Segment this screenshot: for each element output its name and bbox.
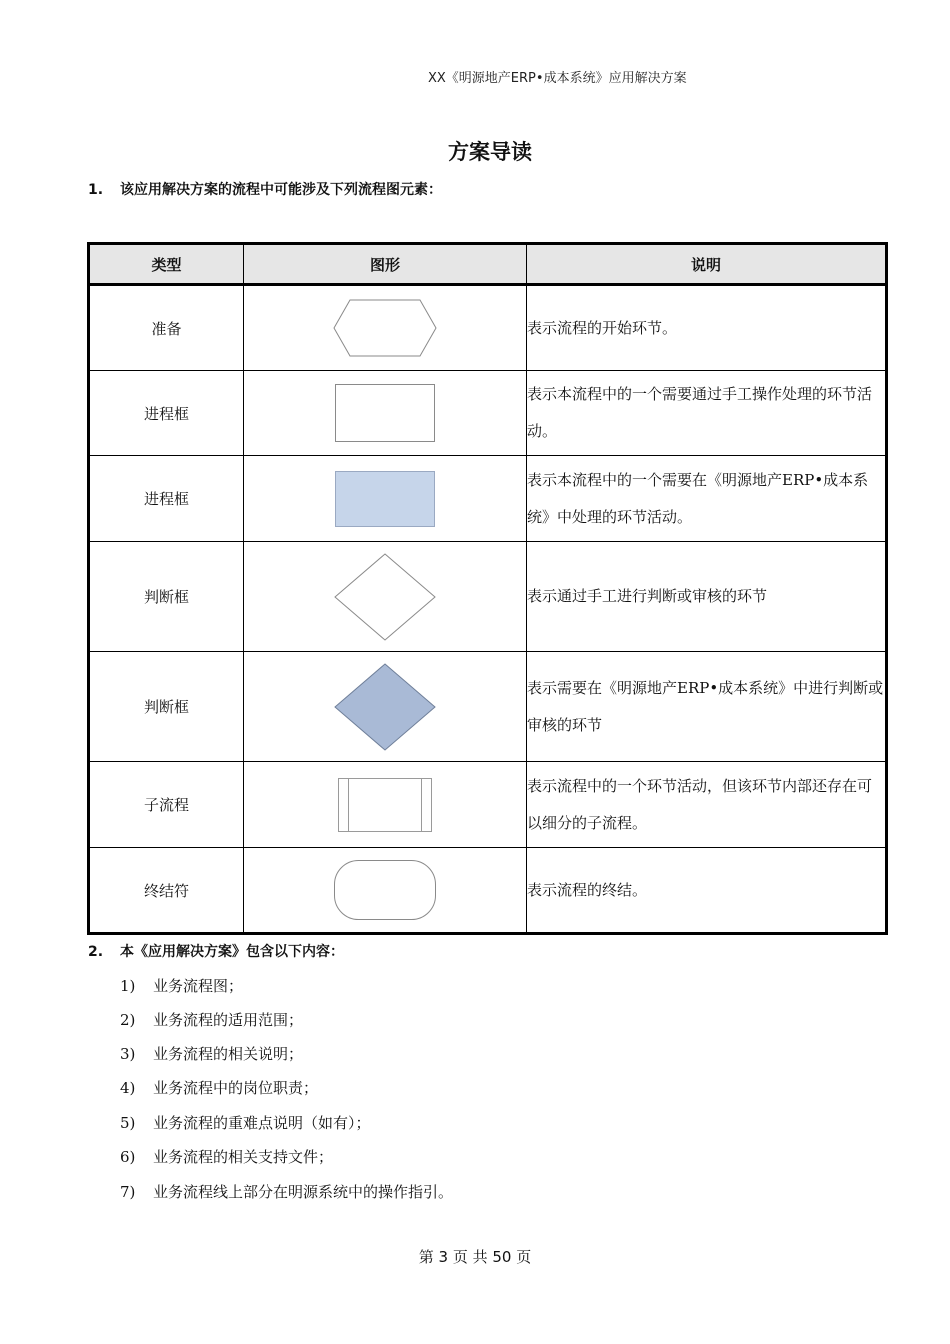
table-row xyxy=(89,542,887,652)
diamond-blue-icon xyxy=(334,663,436,751)
table-row xyxy=(89,848,887,934)
section-text: 本《应用解决方案》包含以下内容： xyxy=(120,944,344,960)
row-type: 子流程 xyxy=(89,762,244,848)
row-type: 进程框 xyxy=(89,456,244,542)
table-row xyxy=(89,371,887,456)
row-type: 进程框 xyxy=(89,371,244,456)
terminator-icon xyxy=(334,860,436,920)
row-desc: 表示流程中的一个环节活动，但该环节内部还存在可以细分的子流程。 xyxy=(527,762,887,848)
list-item: 7) 业务流程线上部分在明源系统中的操作指引。 xyxy=(120,1183,454,1201)
table-header-row xyxy=(89,244,887,285)
diamond-white-icon xyxy=(334,553,436,641)
row-desc: 表示本流程中的一个需要通过手工操作处理的环节活动。 xyxy=(527,371,887,456)
table-row xyxy=(89,762,887,848)
section-2-heading xyxy=(88,941,344,961)
row-type: 终结符 xyxy=(89,848,244,934)
subprocess-icon xyxy=(338,778,432,832)
rectangle-blue-icon xyxy=(335,471,435,527)
page-footer: 第 3 页 共 50 页 xyxy=(418,1248,532,1266)
row-type: 准备 xyxy=(89,285,244,371)
row-desc: 表示本流程中的一个需要在《明源地产ERP•成本系统》中处理的环节活动。 xyxy=(527,456,887,542)
hexagon-icon xyxy=(333,299,437,357)
row-desc: 表示需要在《明源地产ERP•成本系统》中进行判断或审核的环节 xyxy=(527,652,887,762)
table-row xyxy=(89,285,887,371)
row-desc: 表示通过手工进行判断或审核的环节 xyxy=(527,542,887,652)
row-desc: 表示流程的终结。 xyxy=(527,848,887,934)
page-title: 方案导读 xyxy=(448,140,532,164)
row-type: 判断框 xyxy=(89,652,244,762)
section-number: 2. xyxy=(88,944,104,960)
rectangle-white-icon xyxy=(335,384,435,442)
flowchart-legend-table xyxy=(87,242,888,935)
list-item: 5) 业务流程的重难点说明（如有）； xyxy=(120,1114,371,1132)
list-item: 4) 业务流程中的岗位职责； xyxy=(120,1079,319,1097)
list-item: 2) 业务流程的适用范围； xyxy=(120,1011,304,1029)
section-text: 该应用解决方案的流程中可能涉及下列流程图元素： xyxy=(120,182,442,198)
page-header: XX《明源地产ERP•成本系统》应用解决方案 xyxy=(428,71,687,86)
list-item: 3) 业务流程的相关说明； xyxy=(120,1045,304,1063)
section-1-heading xyxy=(88,179,442,199)
row-type: 判断框 xyxy=(89,542,244,652)
list-item: 6) 业务流程的相关支持文件； xyxy=(120,1148,334,1166)
table-row xyxy=(89,652,887,762)
table-row xyxy=(89,456,887,542)
list-item: 1) 业务流程图； xyxy=(120,977,244,995)
column-header-type: 类型 xyxy=(89,244,244,285)
column-header-shape: 图形 xyxy=(244,244,527,285)
row-desc: 表示流程的开始环节。 xyxy=(527,285,887,371)
column-header-desc: 说明 xyxy=(527,244,887,285)
section-number: 1. xyxy=(88,182,104,198)
